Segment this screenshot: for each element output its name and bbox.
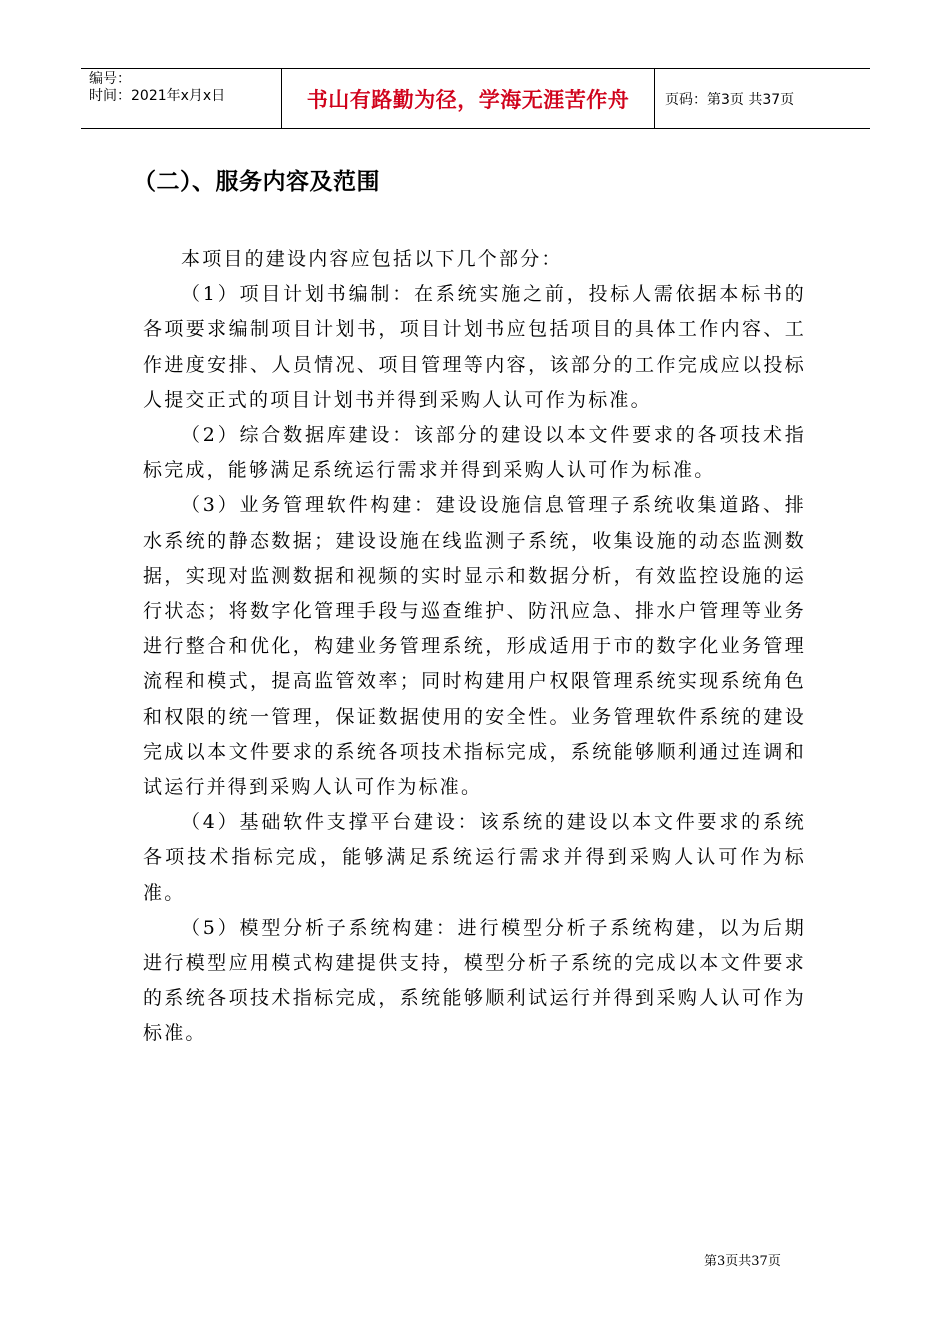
paragraph-item-4: （4）基础软件支撑平台建设：该系统的建设以本文件要求的系统各项技术指标完成，能够满足系统运行需求并得到采购人认可作为标准。: [143, 811, 806, 904]
paragraph-item-1: （1）项目计划书编制：在系统实施之前，投标人需依据本标书的各项要求编制项目计划书，项目计划书应包括项目的具体工作内容、工作进度安排、人员情况、项目管理等内容，该部分的工作完成应以投标人提交正式的项目计划书并得到采购人认可作为标准。: [143, 283, 806, 411]
header-page-cell: [655, 69, 870, 128]
section-heading: （二）、服务内容及范围: [133, 169, 380, 195]
document-number-label: 编号：: [89, 71, 131, 87]
header-motto: 书山有路勤为径，学海无涯苦作舟: [306, 87, 630, 112]
paragraph-intro: 本项目的建设内容应包括以下几个部分：: [181, 248, 563, 270]
paragraph-item-5: （5）模型分析子系统构建：进行模型分析子系统构建，以为后期进行模型应用模式构建提供支持，模型分析子系统的完成以本文件要求的系统各项技术指标完成，系统能够顺利试运行并得到采购人认可作为标准。: [143, 916, 806, 1045]
paragraph-item-3: （3）业务管理软件构建：建设设施信息管理子系统收集道路、排水系统的静态数据；建设设施在线监测子系统，收集设施的动态监测数据，实现对监测数据和视频的实时显示和数据分析，有效监控设施的运行状态；将数字化管理手段与巡查维护、防汛应急、排水户管理等业务进行整合和优化，构建业务管理系统，形成适用于市的数字化业务管理流程和模式，提高监管效率；同时构建用户权限管理系统实现系统角色和权限的统一管理，保证数据使用的安全性。业务管理软件系统的建设完成以本文件要求的系统各项技术指标完成，系统能够顺利通过连调和试运行并得到采购人认可作为标准。: [143, 494, 806, 799]
page-footer: 第3页共37页: [704, 1254, 781, 1269]
header-meta-cell: [81, 69, 282, 128]
header-page-info: 页码：第3页 共37页: [665, 91, 795, 108]
paragraph-item-2: （2）综合数据库建设：该部分的建设以本文件要求的各项技术指标完成，能够满足系统运行需求并得到采购人认可作为标准。: [143, 424, 806, 482]
page-header: [81, 68, 870, 129]
header-motto-cell: [282, 69, 655, 128]
document-body: [143, 242, 806, 1052]
document-date: 时间：2021年x月x日: [89, 88, 226, 104]
